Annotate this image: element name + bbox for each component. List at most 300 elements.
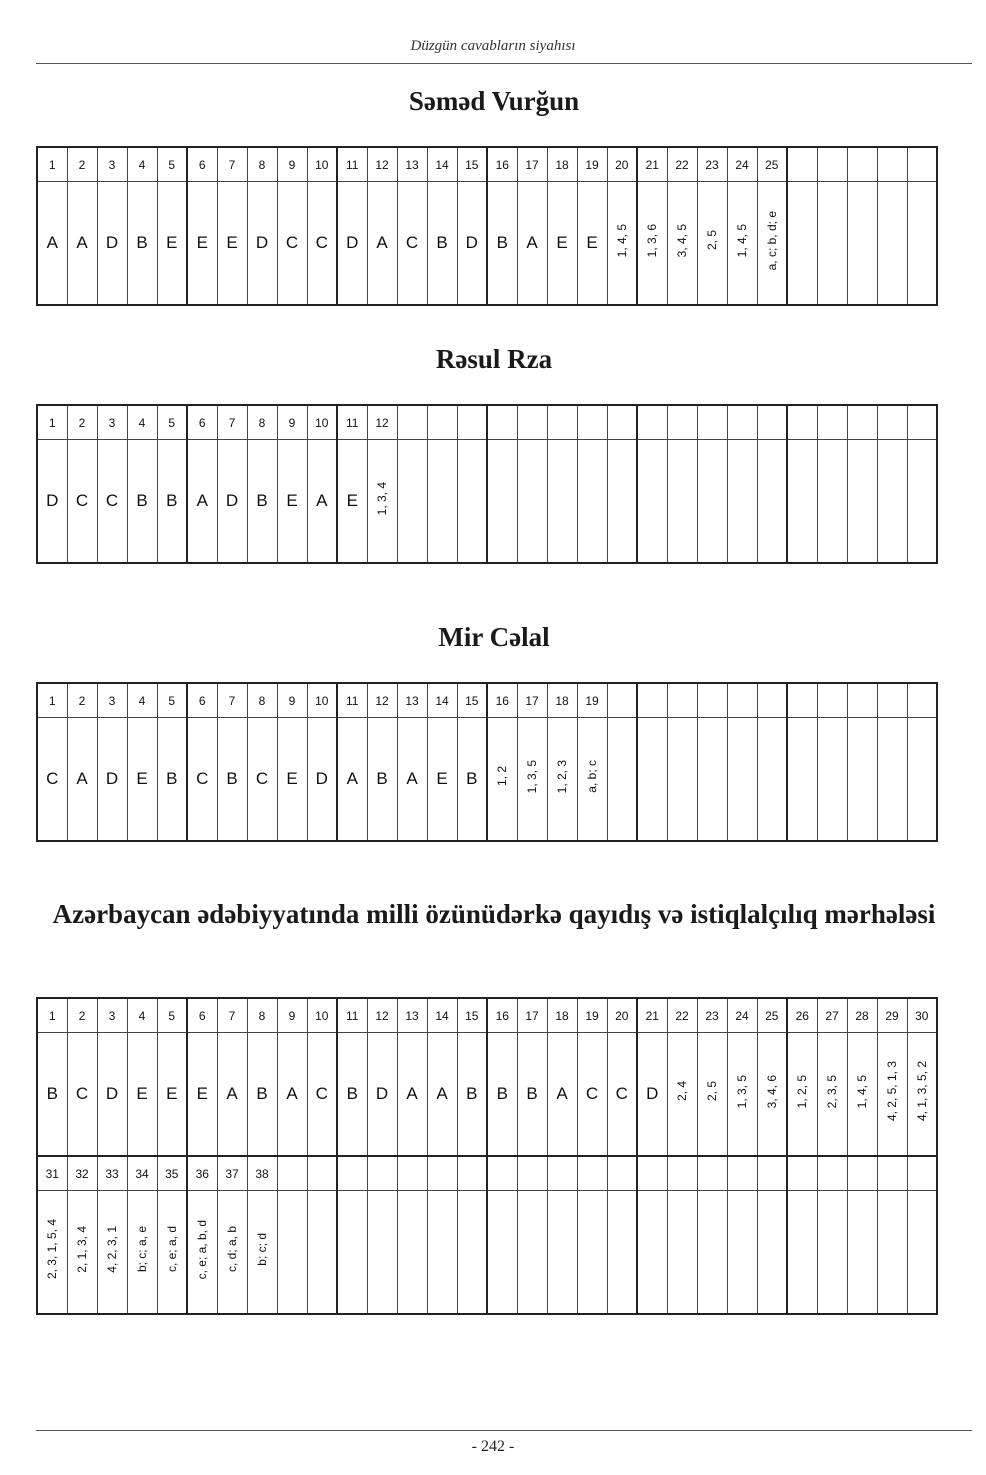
answer-cell — [67, 1191, 97, 1315]
answer-cell — [697, 440, 727, 564]
question-number-cell: 11 — [337, 147, 367, 182]
question-number-cell: 22 — [667, 998, 697, 1033]
answer-cell — [697, 718, 727, 842]
question-number-cell: 12 — [367, 147, 397, 182]
question-number-cell — [757, 405, 787, 440]
answer-cell: D — [37, 440, 67, 564]
question-number-cell: 15 — [457, 998, 487, 1033]
question-number-cell — [757, 683, 787, 718]
question-number-cell: 27 — [817, 998, 847, 1033]
section-title: Səməd Vurğun — [408, 86, 580, 116]
answer-cell — [547, 718, 577, 842]
answer-cell: E — [157, 1033, 187, 1157]
answer-text: c, e; a, b, d — [195, 1219, 210, 1280]
number-row — [37, 1156, 937, 1191]
answer-cell: B — [217, 718, 247, 842]
answer-row — [37, 718, 937, 842]
question-number-cell: 1 — [37, 998, 67, 1033]
answer-cell: B — [127, 182, 157, 306]
question-number-cell — [817, 147, 847, 182]
answer-cell — [637, 182, 667, 306]
question-number-cell — [847, 683, 877, 718]
answer-cell: D — [97, 182, 127, 306]
answer-cell — [757, 182, 787, 306]
question-number-cell: 7 — [217, 683, 247, 718]
question-number-cell — [607, 683, 637, 718]
question-number-cell: 11 — [337, 405, 367, 440]
question-number-cell: 12 — [367, 683, 397, 718]
question-number-cell — [457, 1156, 487, 1191]
answer-cell: B — [457, 1033, 487, 1157]
answer-text: 3, 4, 6 — [764, 1074, 779, 1109]
answer-cell — [457, 1191, 487, 1315]
answer-cell — [667, 440, 697, 564]
answer-cell — [877, 1191, 907, 1315]
question-number-cell: 16 — [487, 683, 517, 718]
question-number-cell: 16 — [487, 998, 517, 1033]
question-number-cell — [907, 147, 937, 182]
question-number-cell — [817, 683, 847, 718]
answer-cell: C — [37, 718, 67, 842]
answer-text: 2, 3, 5 — [825, 1074, 839, 1109]
answer-cell — [157, 1191, 187, 1315]
answer-cell — [397, 1191, 427, 1315]
answer-cell — [727, 718, 757, 842]
question-number-cell: 10 — [307, 683, 337, 718]
question-number-cell — [877, 405, 907, 440]
question-number-cell: 11 — [337, 998, 367, 1033]
footer-rule — [36, 1430, 972, 1431]
answer-cell — [427, 440, 457, 564]
question-number-cell: 24 — [727, 147, 757, 182]
answer-cell: B — [127, 440, 157, 564]
answer-cell: E — [277, 440, 307, 564]
section-title: Rəsul Rza — [435, 344, 553, 374]
answer-cell — [97, 1191, 127, 1315]
question-number-cell: 12 — [367, 998, 397, 1033]
number-row — [37, 405, 937, 440]
question-number-cell — [277, 1156, 307, 1191]
question-number-cell — [607, 1156, 637, 1191]
question-number-cell: 17 — [517, 998, 547, 1033]
question-number-cell: 7 — [217, 147, 247, 182]
question-number-cell — [787, 405, 817, 440]
answer-cell: C — [577, 1033, 607, 1157]
question-number-cell: 3 — [97, 683, 127, 718]
answer-cell — [907, 718, 937, 842]
question-number-cell: 5 — [157, 998, 187, 1033]
answer-text: 1, 4, 5 — [855, 1074, 869, 1109]
answer-cell — [337, 1191, 367, 1315]
question-number-cell: 6 — [187, 405, 217, 440]
question-number-cell — [757, 1156, 787, 1191]
answer-cell — [667, 1033, 697, 1157]
question-number-cell: 14 — [427, 147, 457, 182]
answer-cell — [487, 718, 517, 842]
answer-text: 3, 4, 5 — [675, 223, 689, 258]
question-number-cell: 1 — [37, 405, 67, 440]
question-number-cell — [667, 1156, 697, 1191]
question-number-cell — [847, 1156, 877, 1191]
question-number-cell — [547, 405, 577, 440]
question-number-cell — [427, 1156, 457, 1191]
answer-cell — [847, 440, 877, 564]
running-header: Düzgün cavabların siyahısı — [410, 38, 576, 54]
answer-cell — [787, 718, 817, 842]
answer-cell: B — [247, 440, 277, 564]
answer-text: 4, 2, 5, 1, 3 — [885, 1061, 899, 1122]
answer-cell: D — [247, 182, 277, 306]
question-number-cell: 25 — [757, 998, 787, 1033]
answer-cell: E — [277, 718, 307, 842]
question-number-cell: 38 — [247, 1156, 277, 1191]
answer-cell — [427, 1191, 457, 1315]
answer-text: 2, 5 — [705, 1081, 719, 1102]
question-number-cell — [367, 1156, 397, 1191]
number-row — [37, 683, 937, 718]
answer-cell — [607, 1191, 637, 1315]
answer-cell — [517, 1191, 547, 1315]
answer-cell: C — [307, 1033, 337, 1157]
question-number-cell — [787, 147, 817, 182]
answer-cell — [907, 182, 937, 306]
question-number-cell — [727, 683, 757, 718]
question-number-cell: 8 — [247, 683, 277, 718]
question-number-cell — [877, 683, 907, 718]
answer-text: 2, 1, 3, 4 — [75, 1226, 89, 1273]
answer-cell: E — [157, 182, 187, 306]
question-number-cell: 9 — [277, 683, 307, 718]
answer-cell: D — [97, 718, 127, 842]
question-number-cell: 7 — [217, 405, 247, 440]
question-number-cell — [637, 405, 667, 440]
answer-cell: E — [127, 718, 157, 842]
answer-cell: C — [247, 718, 277, 842]
answer-cell: D — [337, 182, 367, 306]
answer-cell — [907, 1033, 937, 1157]
answer-text: c, d; a, b — [225, 1226, 239, 1273]
question-number-cell: 9 — [277, 998, 307, 1033]
answer-cell: E — [217, 182, 247, 306]
answer-text: 2, 3, 1, 5, 4 — [45, 1219, 60, 1280]
answer-cell — [817, 1033, 847, 1157]
answer-cell: C — [607, 1033, 637, 1157]
answer-cell: A — [67, 182, 97, 306]
question-number-cell: 6 — [187, 147, 217, 182]
question-number-cell: 6 — [187, 998, 217, 1033]
answer-row — [37, 182, 937, 306]
question-number-cell — [547, 1156, 577, 1191]
question-number-cell: 4 — [127, 147, 157, 182]
question-number-cell: 1 — [37, 147, 67, 182]
question-number-cell: 4 — [127, 405, 157, 440]
answer-text: b; c; d — [255, 1233, 269, 1266]
answer-cell — [667, 718, 697, 842]
question-number-cell: 23 — [697, 147, 727, 182]
answer-table — [36, 146, 938, 306]
answer-cell — [697, 1033, 727, 1157]
answer-cell: A — [187, 440, 217, 564]
answer-text: 1, 2, 5 — [795, 1074, 810, 1109]
question-number-cell: 23 — [697, 998, 727, 1033]
answer-cell: E — [547, 182, 577, 306]
question-number-cell: 13 — [397, 998, 427, 1033]
question-number-cell: 31 — [37, 1156, 67, 1191]
question-number-cell: 7 — [217, 998, 247, 1033]
answer-cell — [907, 1191, 937, 1315]
question-number-cell — [487, 1156, 517, 1191]
question-number-cell: 8 — [247, 405, 277, 440]
question-number-cell: 15 — [457, 147, 487, 182]
answer-cell: B — [157, 440, 187, 564]
answer-cell: A — [517, 182, 547, 306]
question-number-cell — [817, 405, 847, 440]
question-number-cell: 4 — [127, 998, 157, 1033]
question-number-cell: 14 — [427, 683, 457, 718]
answer-text: 1, 4, 5 — [614, 223, 629, 258]
question-number-cell — [487, 405, 517, 440]
answer-text: a, c; b, d; e — [764, 210, 779, 271]
answer-cell — [487, 440, 517, 564]
answer-text: b; c; a, e — [135, 1226, 149, 1273]
answer-text: 1, 4, 5 — [735, 223, 749, 258]
question-number-cell — [697, 1156, 727, 1191]
answer-cell — [877, 182, 907, 306]
answer-cell — [817, 440, 847, 564]
answer-cell — [517, 440, 547, 564]
question-number-cell: 11 — [337, 683, 367, 718]
answer-text: c, e; a, d — [164, 1226, 179, 1273]
answer-cell: A — [427, 1033, 457, 1157]
answer-cell: D — [97, 1033, 127, 1157]
answer-cell: B — [487, 1033, 517, 1157]
question-number-cell: 37 — [217, 1156, 247, 1191]
answer-cell — [787, 182, 817, 306]
question-number-cell: 33 — [97, 1156, 127, 1191]
answer-cell: A — [547, 1033, 577, 1157]
answer-table — [36, 997, 938, 1315]
answer-cell — [817, 182, 847, 306]
answer-cell — [487, 1191, 517, 1315]
answer-cell — [817, 1191, 847, 1315]
question-number-cell: 9 — [277, 405, 307, 440]
question-number-cell — [667, 405, 697, 440]
question-number-cell: 28 — [847, 998, 877, 1033]
question-number-cell — [727, 405, 757, 440]
answer-cell — [37, 1191, 67, 1315]
answer-cell: B — [247, 1033, 277, 1157]
question-number-cell: 20 — [607, 998, 637, 1033]
answer-cell: D — [307, 718, 337, 842]
answer-text: 1, 3, 5 — [525, 759, 539, 794]
answer-cell: C — [97, 440, 127, 564]
answer-cell: A — [367, 182, 397, 306]
question-number-cell: 26 — [787, 998, 817, 1033]
answer-cell: B — [157, 718, 187, 842]
answer-cell: A — [67, 718, 97, 842]
answer-cell — [757, 1033, 787, 1157]
answer-cell: C — [277, 182, 307, 306]
question-number-cell: 25 — [757, 147, 787, 182]
question-number-cell: 1 — [37, 683, 67, 718]
question-number-cell — [517, 1156, 547, 1191]
answer-cell — [187, 1191, 217, 1315]
answer-cell: E — [427, 718, 457, 842]
answer-cell — [307, 1191, 337, 1315]
answer-cell — [877, 1033, 907, 1157]
answer-cell: D — [457, 182, 487, 306]
answer-cell — [697, 1191, 727, 1315]
answer-cell: B — [517, 1033, 547, 1157]
answer-cell — [787, 440, 817, 564]
answer-cell: E — [187, 182, 217, 306]
answer-cell — [667, 182, 697, 306]
question-number-cell: 5 — [157, 147, 187, 182]
answer-cell — [577, 440, 607, 564]
question-number-cell — [607, 405, 637, 440]
answer-cell — [547, 1191, 577, 1315]
answer-table — [36, 682, 938, 842]
answer-cell — [727, 440, 757, 564]
question-number-cell: 8 — [247, 998, 277, 1033]
answer-cell — [757, 440, 787, 564]
answer-cell — [847, 1033, 877, 1157]
question-number-cell: 29 — [877, 998, 907, 1033]
answer-cell: D — [367, 1033, 397, 1157]
question-number-cell: 35 — [157, 1156, 187, 1191]
number-row — [37, 998, 937, 1033]
question-number-cell: 34 — [127, 1156, 157, 1191]
section-title: Mir Cəlal — [438, 622, 550, 652]
answer-cell — [637, 1191, 667, 1315]
answer-cell — [547, 440, 577, 564]
question-number-cell: 2 — [67, 405, 97, 440]
question-number-cell: 17 — [517, 147, 547, 182]
answer-text: 4, 2, 3, 1 — [105, 1226, 119, 1273]
answer-text: 1, 2 — [495, 766, 510, 787]
question-number-cell: 5 — [157, 405, 187, 440]
answer-cell — [847, 1191, 877, 1315]
question-number-cell — [307, 1156, 337, 1191]
answer-cell — [397, 440, 427, 564]
answer-cell — [787, 1033, 817, 1157]
question-number-cell: 8 — [247, 147, 277, 182]
answer-cell: D — [637, 1033, 667, 1157]
question-number-cell — [397, 1156, 427, 1191]
question-number-cell: 5 — [157, 683, 187, 718]
question-number-cell: 2 — [67, 147, 97, 182]
question-number-cell: 19 — [577, 998, 607, 1033]
question-number-cell — [907, 683, 937, 718]
answer-cell — [217, 1191, 247, 1315]
question-number-cell — [667, 683, 697, 718]
question-number-cell — [877, 147, 907, 182]
answer-cell — [757, 718, 787, 842]
answer-cell: E — [187, 1033, 217, 1157]
answer-cell — [877, 718, 907, 842]
question-number-cell: 3 — [97, 998, 127, 1033]
question-number-cell — [337, 1156, 367, 1191]
question-number-cell: 30 — [907, 998, 937, 1033]
header-rule — [36, 63, 972, 64]
question-number-cell: 6 — [187, 683, 217, 718]
question-number-cell: 3 — [97, 147, 127, 182]
question-number-cell — [577, 1156, 607, 1191]
question-number-cell — [907, 405, 937, 440]
answer-cell — [727, 182, 757, 306]
question-number-cell: 32 — [67, 1156, 97, 1191]
question-number-cell: 20 — [607, 147, 637, 182]
answer-cell — [607, 440, 637, 564]
page-number: - 242 - — [471, 1438, 515, 1455]
question-number-cell: 19 — [577, 147, 607, 182]
question-number-cell — [877, 1156, 907, 1191]
question-number-cell — [727, 1156, 757, 1191]
answer-cell: C — [67, 1033, 97, 1157]
answer-text: 1, 3, 4 — [375, 481, 389, 516]
question-number-cell: 2 — [67, 998, 97, 1033]
answer-text: 1, 3, 5 — [735, 1074, 749, 1109]
answer-text: 1, 3, 6 — [645, 223, 660, 258]
answer-row — [37, 1033, 937, 1157]
question-number-cell: 13 — [397, 683, 427, 718]
question-number-cell — [787, 1156, 817, 1191]
answer-cell — [247, 1191, 277, 1315]
question-number-cell: 24 — [727, 998, 757, 1033]
question-number-cell: 13 — [397, 147, 427, 182]
answer-cell: E — [577, 182, 607, 306]
answer-cell: A — [277, 1033, 307, 1157]
question-number-cell — [397, 405, 427, 440]
answer-cell: B — [367, 718, 397, 842]
answer-cell — [367, 440, 397, 564]
question-number-cell — [847, 147, 877, 182]
answer-cell — [607, 182, 637, 306]
answer-table — [36, 404, 938, 564]
answer-text: 2, 4 — [675, 1081, 689, 1102]
answer-cell — [637, 440, 667, 564]
answer-cell: C — [397, 182, 427, 306]
section-title: Azərbaycan ədəbiyyatında milli özünüdərkə qayıdış və istiqlalçılıq mərhələsi — [52, 899, 936, 929]
answer-cell: A — [397, 1033, 427, 1157]
answer-cell — [847, 182, 877, 306]
answer-cell — [277, 1191, 307, 1315]
answer-cell: A — [37, 182, 67, 306]
question-number-cell: 3 — [97, 405, 127, 440]
answer-cell — [727, 1191, 757, 1315]
answer-cell — [817, 718, 847, 842]
question-number-cell: 36 — [187, 1156, 217, 1191]
question-number-cell: 10 — [307, 147, 337, 182]
question-number-cell — [907, 1156, 937, 1191]
question-number-cell — [577, 405, 607, 440]
answer-cell — [727, 1033, 757, 1157]
question-number-cell: 14 — [427, 998, 457, 1033]
answer-text: 1, 2, 3 — [555, 759, 569, 794]
question-number-cell: 10 — [307, 998, 337, 1033]
answer-cell — [757, 1191, 787, 1315]
question-number-cell: 17 — [517, 683, 547, 718]
answer-cell: A — [307, 440, 337, 564]
question-number-cell: 16 — [487, 147, 517, 182]
question-number-cell: 21 — [637, 147, 667, 182]
answer-cell: D — [217, 440, 247, 564]
answer-cell: B — [37, 1033, 67, 1157]
answer-text: a, b; c — [585, 760, 599, 793]
question-number-cell — [637, 1156, 667, 1191]
question-number-cell: 19 — [577, 683, 607, 718]
answer-text: 2, 5 — [705, 230, 719, 251]
